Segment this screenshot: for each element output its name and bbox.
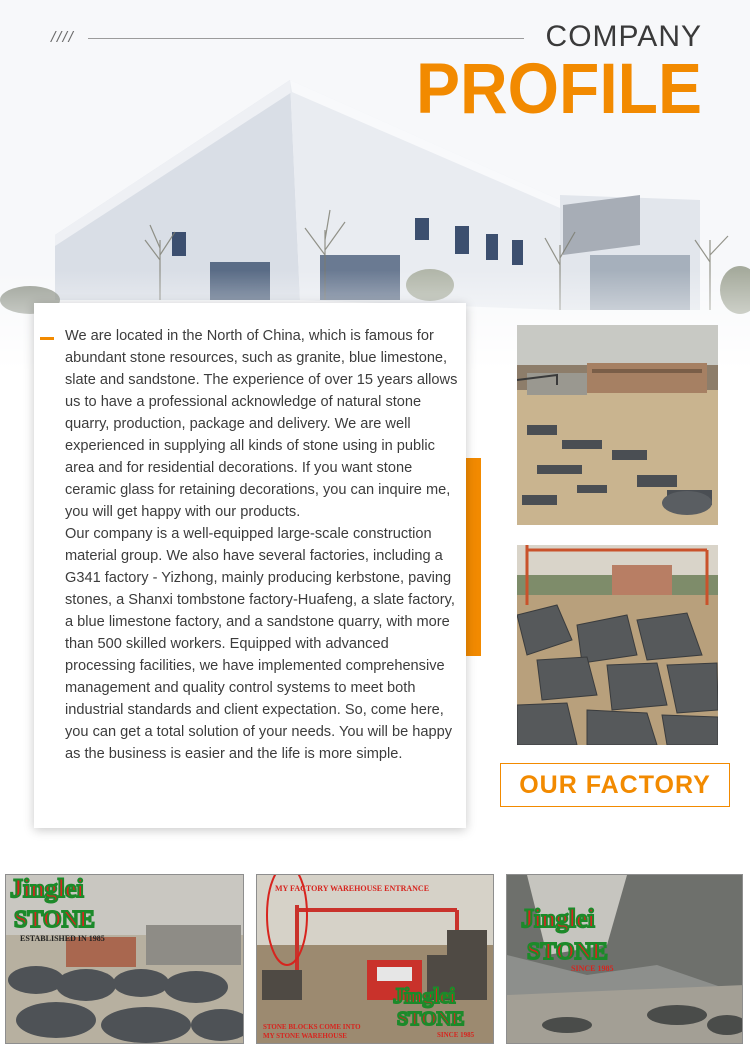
logo-stone: STONE xyxy=(397,1008,465,1030)
since-label: SINCE 1985 xyxy=(437,1031,475,1039)
header-decoration: //// xyxy=(50,30,74,45)
logo-jinglei: Jinglei xyxy=(521,904,595,933)
gallery-photo-warehouse xyxy=(256,874,494,1044)
title-profile: PROFILE xyxy=(415,48,702,128)
logo-stone: STONE xyxy=(527,939,608,965)
profile-paragraph-1: We are located in the North of China, which is famous for abundant stone resources, such as granite, blue limestone, slate and sandstone. The experience of over 15 years allows us to have a professional acknowledge of natural stone quarry, production, package and delivery. We are well experienced in supplying all kinds of stone using in public area and for residential decorations. If you want stone ceramic glass for retaining decorations, you can inquire me, you will get happy with our products. xyxy=(65,328,458,520)
since-label: SINCE 1985 xyxy=(571,964,614,973)
profile-paragraph-2: Our company is a well-equipped large-scale construction material group. We also have several factories, including a G341 factory - Yizhong, mainly producing kerbstone, paving stones, a Shanxi tombstone factory-Huafeng, a slate factory, a blue limestone factory, and a sandstone quarry, with more than 500 skilled workers. Equipped with advanced processing facilities, we have implemented comprehensive management and quality control systems to meet both industrial standards and client expectation. So, come here, you can get a total solution of your needs. You will be happy as the business is easier and the life is more simple. xyxy=(65,526,455,762)
gallery-photo-trucks xyxy=(5,874,244,1044)
caption-line-1: STONE BLOCKS COME INTO xyxy=(263,1023,361,1031)
warehouse-banner: MY FACTORY WAREHOUSE ENTRANCE xyxy=(275,884,430,893)
title-company: COMPANY xyxy=(545,20,702,53)
logo-jinglei: Jinglei xyxy=(10,875,84,903)
logo-stone: STONE xyxy=(14,907,95,933)
bullet-dash xyxy=(40,337,54,340)
profile-card xyxy=(34,303,466,828)
header-divider xyxy=(88,38,524,39)
factory-photo-blocks xyxy=(517,545,718,745)
established-label: ESTABLISHED IN 1985 xyxy=(20,934,105,943)
our-factory-button[interactable]: OUR FACTORY xyxy=(500,763,730,807)
gallery-photo-quarry xyxy=(506,874,743,1044)
caption-line-2: MY STONE WAREHOUSE xyxy=(263,1032,347,1040)
profile-text xyxy=(65,325,460,765)
logo-jinglei: Jinglei xyxy=(393,983,456,1008)
factory-photo-yard xyxy=(517,325,718,525)
accent-bar xyxy=(466,458,481,656)
